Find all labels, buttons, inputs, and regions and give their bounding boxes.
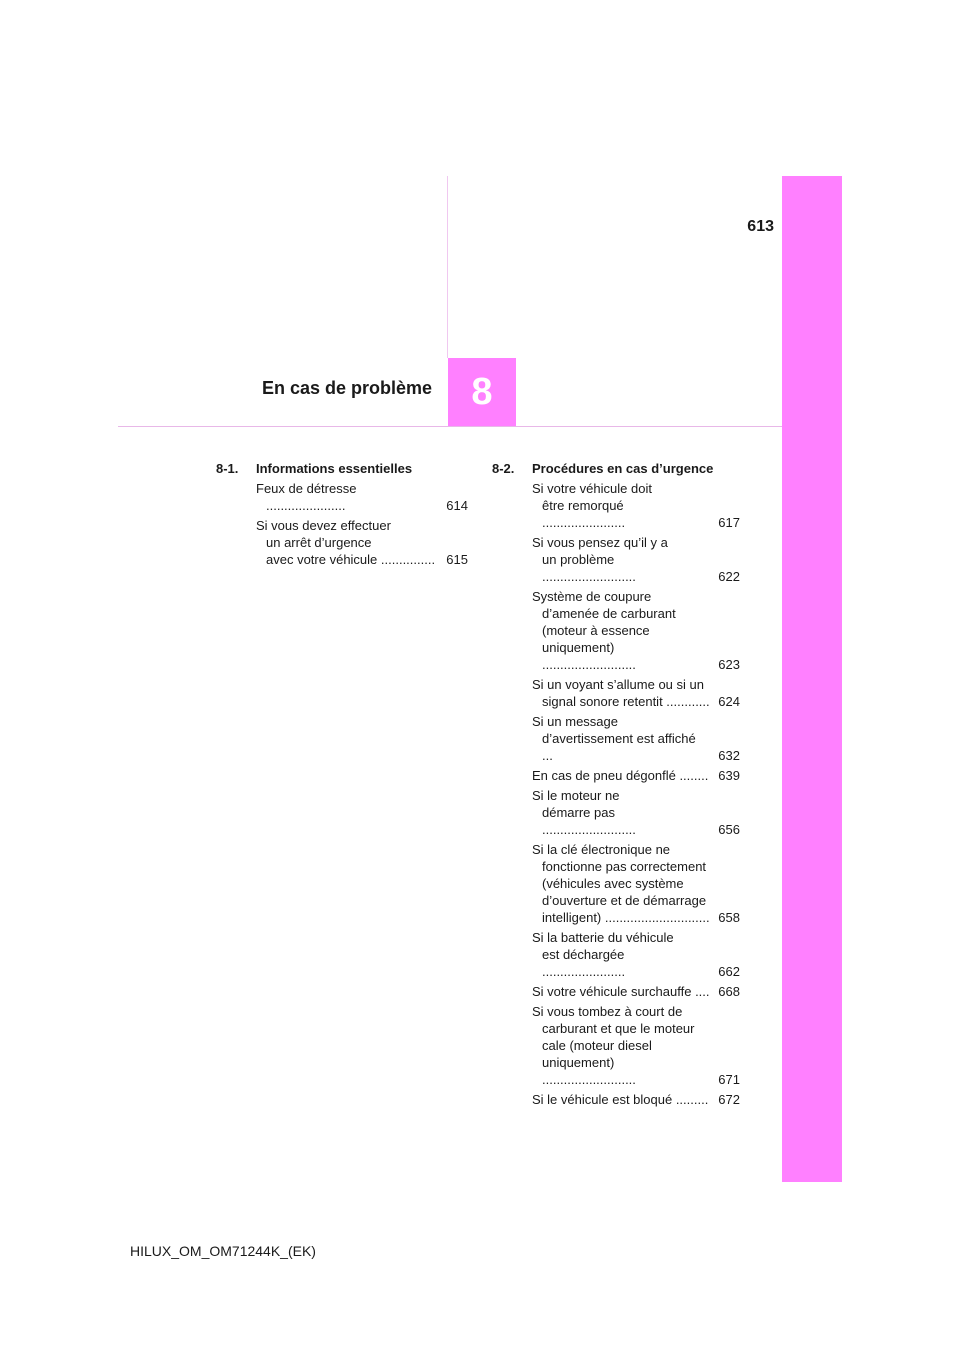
section-title[interactable]: Informations essentielles (256, 461, 413, 476)
toc-entry-page[interactable]: 672 (718, 1092, 740, 1107)
document-footer-id: HILUX_OM_OM71244K_(EK) (130, 1243, 316, 1259)
toc-entry-page[interactable]: 617 (718, 515, 740, 530)
toc-entry-page[interactable]: 632 (718, 748, 740, 763)
section-heading (492, 460, 740, 477)
toc-entry[interactable] (532, 841, 740, 926)
toc-entry[interactable] (532, 767, 740, 784)
toc-entry-text[interactable]: Si le véhicule est bloqué ......... (532, 1092, 709, 1107)
toc-entry-text[interactable]: Si la batterie du véhicule est déchargée ....................... (532, 930, 674, 979)
toc-entry[interactable] (532, 713, 740, 764)
toc-entry-text[interactable]: Système de coupure d’amenée de carburant (moteur à essence uniquement) .......................... (532, 589, 676, 672)
toc-entry-page[interactable]: 668 (718, 984, 740, 999)
toc-entry-text[interactable]: Si vous tombez à court de carburant et que le moteur cale (moteur diesel uniquement) .......................... (532, 1004, 695, 1087)
toc-section-8-2 (492, 460, 740, 1111)
chapter-number-box (448, 358, 516, 426)
toc-entry[interactable] (532, 929, 740, 980)
header-horizontal-rule (118, 426, 782, 427)
toc-entry-page[interactable]: 614 (446, 498, 468, 513)
chapter-side-tab (782, 176, 842, 1182)
toc-entry-page[interactable]: 639 (718, 768, 740, 783)
toc-entry-text[interactable]: Si votre véhicule doit être remorqué ....................... (532, 481, 652, 530)
toc-entry[interactable] (532, 1091, 740, 1108)
toc-entry-text[interactable]: Si le moteur ne démarre pas .......................... (532, 788, 636, 837)
section-title[interactable]: Procédures en cas d’urgence (532, 461, 714, 476)
toc-entry-text[interactable]: Si vous pensez qu’il y a un problème .......................... (532, 535, 668, 584)
toc-entry-text[interactable]: Si votre véhicule surchauffe .... (532, 984, 710, 999)
toc-entry-text[interactable]: Feux de détresse ...................... (256, 481, 357, 513)
toc-entry-page[interactable]: 656 (718, 822, 740, 837)
page-number: 613 (747, 218, 774, 235)
toc-entry-page[interactable]: 671 (718, 1072, 740, 1087)
toc-entry-page[interactable]: 662 (718, 964, 740, 979)
toc-entry-page[interactable]: 622 (718, 569, 740, 584)
toc-entry-text[interactable]: Si vous devez effectuer un arrêt d’urgence avec votre véhicule ............... (256, 518, 436, 567)
toc-entry-text[interactable]: Si un voyant s’allume ou si un signal sonore retentit ............ (532, 677, 710, 709)
toc-entry[interactable] (532, 787, 740, 838)
section-entries (256, 480, 468, 568)
toc-entry[interactable] (532, 480, 740, 531)
toc-entry-page[interactable]: 658 (718, 910, 740, 925)
toc-entry[interactable] (532, 588, 740, 673)
chapter-number: 8 (471, 371, 493, 413)
section-heading (216, 460, 468, 477)
toc-entry-page[interactable]: 615 (446, 552, 468, 567)
toc-entry-page[interactable]: 624 (718, 694, 740, 709)
toc-entry[interactable] (256, 517, 468, 568)
section-number: 8-2. (492, 461, 515, 476)
header-vertical-rule (447, 176, 448, 358)
toc-entry[interactable] (532, 1003, 740, 1088)
section-entries (532, 480, 740, 1108)
toc-entry[interactable] (256, 480, 468, 514)
toc-entry[interactable] (532, 534, 740, 585)
toc-entry-text[interactable]: Si un message d’avertissement est affiché ... (532, 714, 696, 763)
toc-section-8-1 (216, 460, 468, 571)
toc-entry-text[interactable]: En cas de pneu dégonflé ........ (532, 768, 709, 783)
section-number: 8-1. (216, 461, 239, 476)
toc-entry-page[interactable]: 623 (718, 657, 740, 672)
toc-entry-text[interactable]: Si la clé électronique ne fonctionne pas correctement (véhicules avec système d’ouverture et de démarrage intelligent) ............................. (532, 842, 710, 925)
toc-entry[interactable] (532, 676, 740, 710)
chapter-title: En cas de problème (261, 378, 432, 398)
toc-entry[interactable] (532, 983, 740, 1000)
